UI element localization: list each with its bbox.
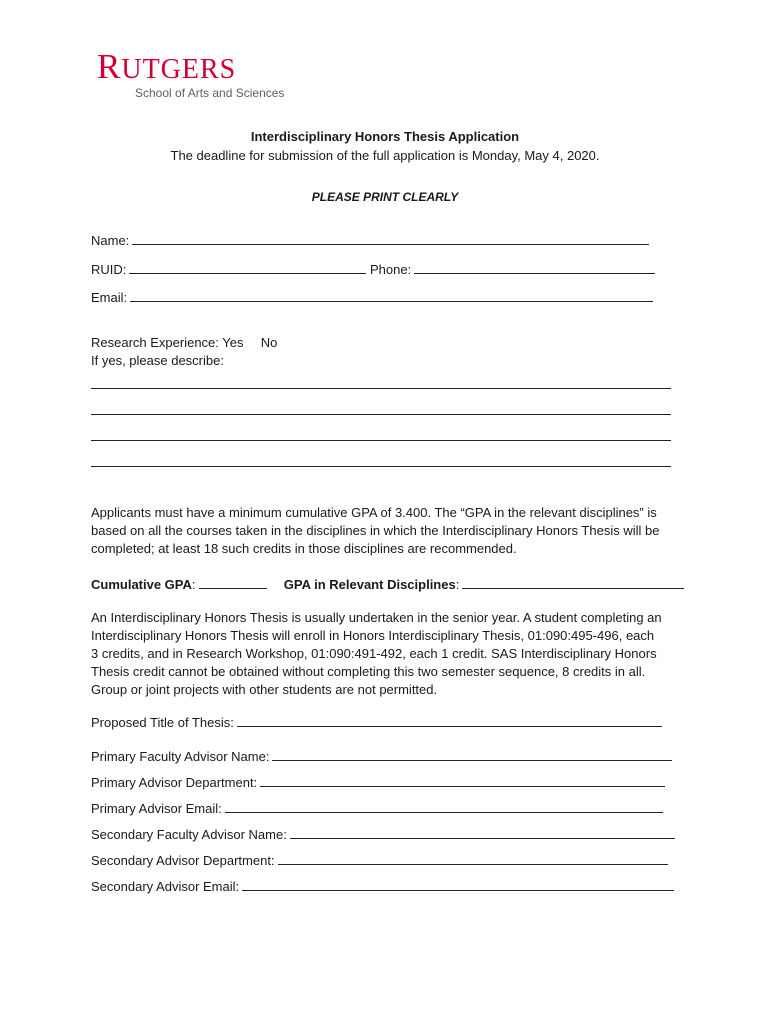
- name-row: [91, 231, 649, 250]
- deadline-text: The deadline for submission of the full application is Monday, May 4, 2020.: [170, 148, 600, 163]
- primary-advisor-dept-label: Primary Advisor Department:: [91, 775, 258, 790]
- phone-label: Phone:: [370, 262, 412, 277]
- thesis-info-paragraph: An Interdisciplinary Honors Thesis is usually undertaken in the senior year. A student completing an Interdisciplinary Honors Thesis will enroll in Honors Interdisciplinary Thesis, 01:090:495-496, each 3 credits, and in Research Workshop, 01:090:491-492, each 1 credit. SAS Interdisciplinary Honors Thesis credit cannot be obtained without completing this two semester sequence, 8 credits in all. Group or joint projects with other students are not permitted.: [91, 610, 662, 697]
- email-field[interactable]: [130, 288, 653, 302]
- email-label: Email:: [91, 290, 128, 305]
- logo-wordmark-initial: R: [97, 47, 122, 86]
- secondary-advisor-email-row: [91, 877, 674, 896]
- primary-advisor-email-row: [91, 799, 663, 818]
- ruid-label: RUID:: [91, 262, 127, 277]
- proposed-title-field[interactable]: [237, 713, 662, 727]
- primary-advisor-email-field[interactable]: [225, 799, 663, 813]
- page-title: Interdisciplinary Honors Thesis Application: [250, 129, 520, 144]
- secondary-advisor-email-label: Secondary Advisor Email:: [91, 879, 240, 894]
- logo-wordmark-rest: UTGERS: [121, 54, 237, 85]
- relevant-gpa-label: GPA in Relevant Disciplines: [283, 577, 456, 592]
- proposed-title-row: [91, 713, 662, 732]
- name-label: Name:: [91, 233, 130, 248]
- primary-advisor-name-label: Primary Faculty Advisor Name:: [91, 749, 270, 764]
- cumulative-gpa-field[interactable]: [199, 575, 267, 589]
- secondary-advisor-email-field[interactable]: [242, 877, 674, 891]
- relevant-gpa-field[interactable]: [462, 575, 684, 589]
- research-yes-option[interactable]: Yes: [222, 335, 244, 350]
- email-row: [91, 288, 653, 307]
- secondary-advisor-dept-row: [91, 851, 668, 870]
- cumulative-gpa-colon: :: [191, 577, 196, 592]
- proposed-title-label: Proposed Title of Thesis:: [91, 715, 234, 730]
- logo-wordmark: [97, 47, 237, 86]
- describe-line-4[interactable]: [91, 466, 671, 467]
- research-label: Research Experience:: [91, 335, 219, 350]
- secondary-advisor-name-field[interactable]: [290, 825, 675, 839]
- ruid-field[interactable]: [129, 260, 366, 274]
- phone-field[interactable]: [414, 260, 655, 274]
- primary-advisor-name-field[interactable]: [272, 747, 672, 761]
- relevant-gpa-colon: :: [455, 577, 460, 592]
- secondary-advisor-dept-label: Secondary Advisor Department:: [91, 853, 275, 868]
- describe-line-3[interactable]: [91, 440, 671, 441]
- describe-line-2[interactable]: [91, 414, 671, 415]
- secondary-advisor-name-row: [91, 825, 675, 844]
- gpa-row: [91, 575, 684, 594]
- gpa-requirements-paragraph: Applicants must have a minimum cumulative GPA of 3.400. The “GPA in the relevant disciplines” is based on all the courses taken in the disciplines in which the Interdisciplinary Honors Thesis will be completed; at least 18 such credits in those disciplines are recommended.: [91, 505, 660, 556]
- ruid-phone-row: [91, 260, 655, 279]
- primary-advisor-dept-row: [91, 773, 665, 792]
- primary-advisor-email-label: Primary Advisor Email:: [91, 801, 222, 816]
- name-field[interactable]: [132, 231, 649, 245]
- logo-subtitle: School of Arts and Sciences: [135, 86, 285, 100]
- primary-advisor-dept-field[interactable]: [260, 773, 665, 787]
- research-experience-row: [91, 334, 277, 352]
- describe-label: If yes, please describe:: [91, 353, 224, 368]
- secondary-advisor-name-label: Secondary Faculty Advisor Name:: [91, 827, 287, 842]
- cumulative-gpa-label: Cumulative GPA: [91, 577, 192, 592]
- secondary-advisor-dept-field[interactable]: [278, 851, 668, 865]
- print-clearly-note: PLEASE PRINT CLEARLY: [311, 190, 459, 204]
- research-no-option[interactable]: No: [260, 335, 278, 350]
- describe-line-1[interactable]: [91, 388, 671, 389]
- primary-advisor-name-row: [91, 747, 672, 766]
- rutgers-logo: [97, 47, 285, 100]
